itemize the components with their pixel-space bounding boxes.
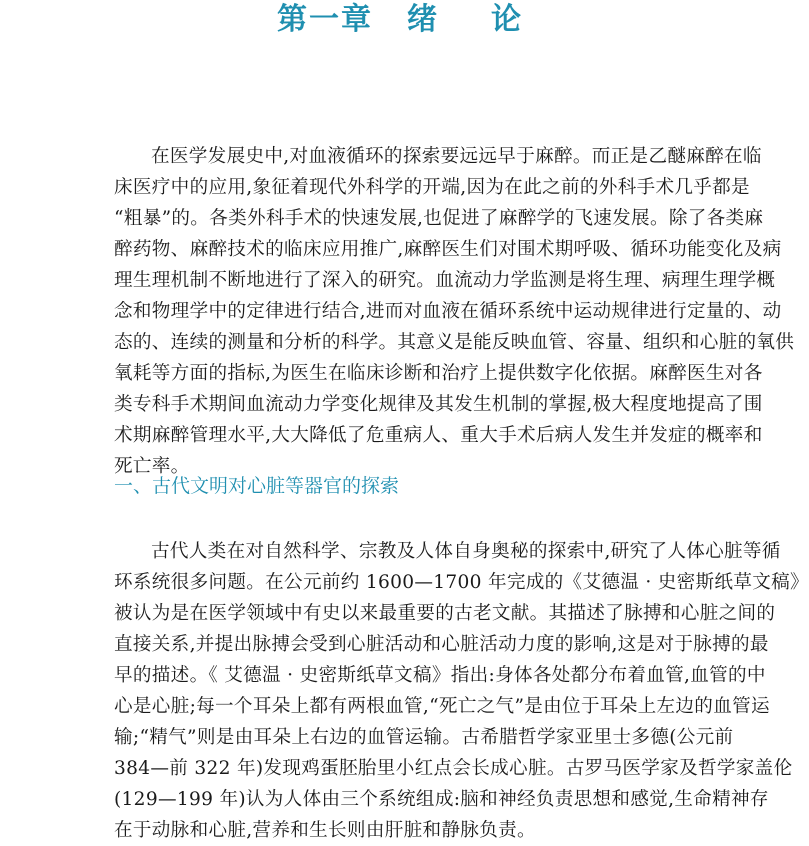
- section-line: 环系统很多问题。在公元前约 1600—1700 年完成的《艾德温 · 史密斯纸草文稿》: [114, 572, 809, 593]
- section-line: 384—前 322 年)发现鸡蛋胚胎里小红点会长成心脏。古罗马医学家及哲学家盖伦: [114, 758, 793, 779]
- intro-line: 床医疗中的应用,象征着现代外科学的开端,因为在此之前的外科手术几乎都是: [114, 177, 750, 198]
- intro-line: 氧耗等方面的指标,为医生在临床诊断和治疗上提供数字化依据。麻醉医生对各: [114, 363, 763, 384]
- section-line: 输;“精气”则是由耳朵上右边的血管运输。古希腊哲学家亚里士多德(公元前: [114, 727, 734, 748]
- section-paragraph: [114, 536, 809, 846]
- section-heading: 一、古代文明对心脏等器官的探索: [114, 475, 400, 497]
- section-line: 早的描述。《 艾德温 · 史密斯纸草文稿》指出:身体各处都分布着血管,血管的中: [114, 665, 766, 686]
- section-line: (129—199 年)认为人体由三个系统组成:脑和神经负责思想和感觉,生命精神存: [114, 789, 769, 810]
- intro-line: 醉药物、麻醉技术的临床应用推广,麻醉医生们对围术期呼吸、循环功能变化及病: [114, 239, 782, 260]
- chapter-title-char-1: 绪: [407, 2, 439, 37]
- intro-line: 在医学发展史中,对血液循环的探索要远远早于麻醉。而正是乙醚麻醉在临: [151, 146, 762, 167]
- intro-line: 态的、连续的测量和分析的科学。其意义是能反映血管、容量、组织和心脏的氧供: [114, 332, 795, 353]
- intro-paragraph: [114, 141, 795, 482]
- intro-line: 术期麻醉管理水平,大大降低了危重病人、重大手术后病人发生并发症的概率和: [114, 425, 763, 446]
- section-line: 直接关系,并提出脉搏会受到心脏活动和心脏活动力度的影响,这是对于脉搏的最: [114, 634, 769, 655]
- intro-line: 死亡率。: [114, 456, 190, 477]
- chapter-number: 第一章: [277, 2, 373, 37]
- chapter-title: [0, 0, 800, 40]
- section-line: 在于动脉和心脏,营养和生长则由肝脏和静脉负责。: [114, 820, 536, 841]
- intro-line: “粗暴”的。各类外科手术的快速发展,也促进了麻醉学的飞速发展。除了各类麻: [114, 208, 764, 229]
- section-line: 心是心脏;每一个耳朵上都有两根血管,“死亡之气”是由位于耳朵上左边的血管运: [114, 696, 770, 717]
- intro-line: 理生理机制不断地进行了深入的研究。血流动力学监测是将生理、病理生理学概: [114, 270, 776, 291]
- intro-line: 类专科手术期间血流动力学变化规律及其发生机制的掌握,极大程度地提高了围: [114, 394, 763, 415]
- chapter-title-char-2: 论: [491, 2, 523, 37]
- section-line: 古代人类在对自然科学、宗教及人体自身奥秘的探索中,研究了人体心脏等循: [151, 541, 781, 562]
- section-line: 被认为是在医学领域中有史以来最重要的古老文献。其描述了脉搏和心脏之间的: [114, 603, 776, 624]
- intro-line: 念和物理学中的定律进行结合,进而对血液在循环系统中运动规律进行定量的、动: [114, 301, 782, 322]
